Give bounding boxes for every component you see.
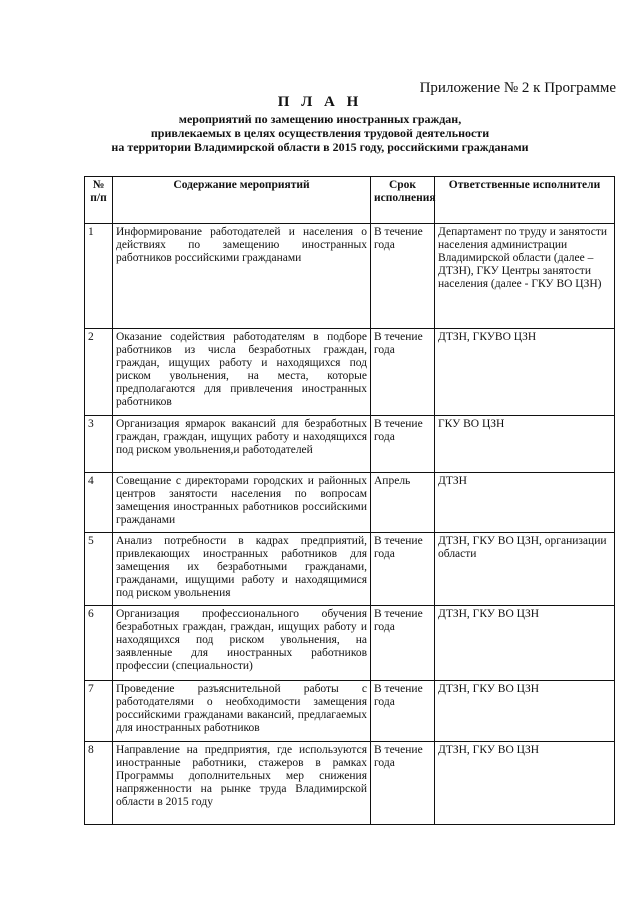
appendix-label: Приложение № 2 к Программе (419, 80, 616, 96)
cell-term: В течение года (371, 681, 435, 742)
cell-responsible: ДТЗН, ГКУВО ЦЗН (435, 329, 615, 416)
table-row (85, 681, 615, 742)
subtitle-line: привлекаемых в целях осуществления трудовой деятельности (150, 126, 490, 140)
cell-responsible: ДТЗН, ГКУ ВО ЦЗН (435, 681, 615, 742)
table-row (85, 329, 615, 416)
document-subtitle (20, 112, 620, 154)
cell-content: Информирование работодателей и населения о действиях по замещению иностранных работников российскими гражданами (113, 224, 371, 329)
table-row (85, 742, 615, 825)
cell-term: В течение года (371, 742, 435, 825)
cell-term: В течение года (371, 533, 435, 606)
plan-table (84, 176, 615, 825)
cell-num: 6 (85, 606, 113, 681)
cell-num: 2 (85, 329, 113, 416)
cell-num: 3 (85, 416, 113, 473)
header-num: № п/п (85, 177, 113, 224)
cell-term: В течение года (371, 224, 435, 329)
cell-responsible: ДТЗН (435, 473, 615, 533)
cell-responsible: ДТЗН, ГКУ ВО ЦЗН (435, 606, 615, 681)
cell-responsible: ДТЗН, ГКУ ВО ЦЗН, организации области (435, 533, 615, 606)
table-row (85, 473, 615, 533)
table-header-row (85, 177, 615, 224)
cell-content: Организация профессионального обучения безработных граждан, граждан, ищущих работу и находящихся под риском увольнения, на заявленные для иностранных работников профессии (специальности) (113, 606, 371, 681)
cell-term: В течение года (371, 329, 435, 416)
subtitle-line: мероприятий по замещению иностранных граждан, (178, 112, 462, 126)
cell-term: В течение года (371, 606, 435, 681)
document-title: П Л А Н (277, 94, 363, 110)
table-row (85, 416, 615, 473)
subtitle-line: на территории Владимирской области в 2015 году, российскими гражданами (111, 140, 529, 154)
cell-content: Направление на предприятия, где используются иностранные работники, стажеров в рамках Программы дополнительных мер снижения напряженности на рынке труда Владимирской области в 2015 году (113, 742, 371, 825)
cell-num: 1 (85, 224, 113, 329)
header-responsible: Ответственные исполнители (435, 177, 615, 224)
cell-term: В течение года (371, 416, 435, 473)
table-row (85, 224, 615, 329)
cell-content: Проведение разъяснительной работы с работодателями о необходимости замещения российскими гражданами вакансий, предлагаемых для иностранных работников (113, 681, 371, 742)
table-row (85, 533, 615, 606)
cell-content: Анализ потребности в кадрах предприятий, привлекающих иностранных работников для замещения их безработными гражданами, гражданами, ищущими работу и находящимися под риском увольнения (113, 533, 371, 606)
table-row (85, 606, 615, 681)
cell-num: 7 (85, 681, 113, 742)
cell-num: 5 (85, 533, 113, 606)
header-term: Срок исполнения (371, 177, 435, 224)
cell-content: Организация ярмарок вакансий для безработных граждан, граждан, ищущих работу и находящихся под риском увольнения,и работодателей (113, 416, 371, 473)
cell-num: 8 (85, 742, 113, 825)
cell-term: Апрель (371, 473, 435, 533)
cell-content: Оказание содействия работодателям в подборе работников из числа безработных граждан, граждан, ищущих работу и находящихся под риском увольнения, на места, которые предполагаются для привлечения иностранных работников (113, 329, 371, 416)
cell-content: Совещание с директорами городских и районных центров занятости населения по вопросам замещения иностранных работников российскими гражданами (113, 473, 371, 533)
cell-num: 4 (85, 473, 113, 533)
cell-responsible: ГКУ ВО ЦЗН (435, 416, 615, 473)
cell-responsible: Департамент по труду и занятости населения администрации Владимирской области (далее – ДТЗН), ГКУ Центры занятости населения (далее - ГКУ ВО ЦЗН) (435, 224, 615, 329)
header-content: Содержание мероприятий (113, 177, 371, 224)
cell-responsible: ДТЗН, ГКУ ВО ЦЗН (435, 742, 615, 825)
